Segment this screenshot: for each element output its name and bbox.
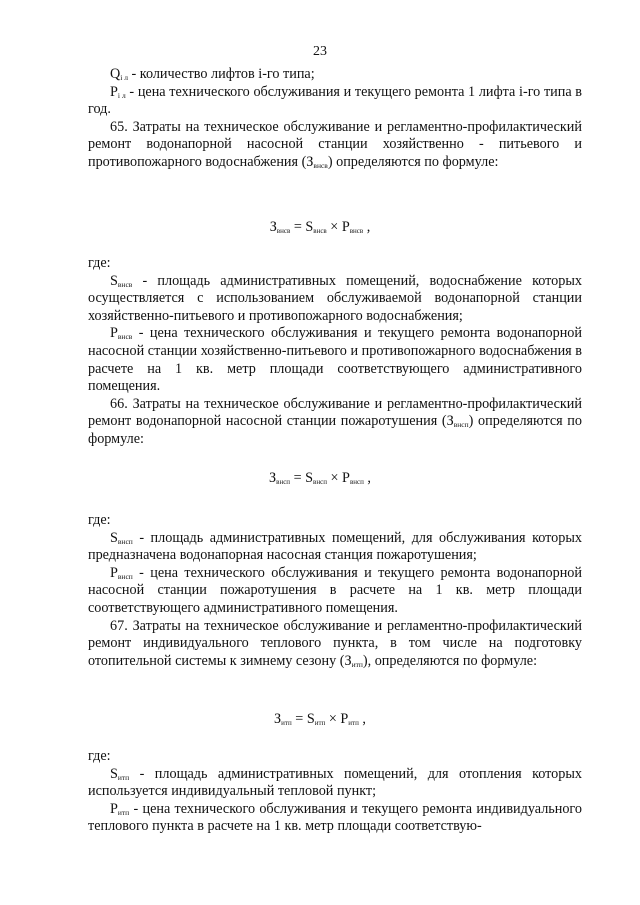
formula-67: $З_{итп} = S_{итп} \times P_{итп}$ , [274, 711, 366, 727]
definition-s-vnsv: $S_{внсв}$ - площадь административных помещений, водоснабжение которых осуществляется с использованием обслуживаемой водонапорной станции хозяйственно-питьевого и противопожарного водоснабжения; [88, 272, 582, 324]
text-block-4 [88, 748, 582, 836]
symbol: $P_{итп}$ [110, 800, 130, 817]
where-label: где: [88, 255, 111, 271]
paragraph-65: 65. Затраты на техническое обслуживание и регламентно-профилактический ремонт водонапорной насосной станции хозяйственно - питьевого и противопожарного водоснабжения $(З_{внсв})$ определяются по формуле: [88, 118, 582, 170]
definition-s-itp: $S_{итп}$ - площадь административных помещений, для отопления которых используется индивидуальный тепловой пункт; [88, 765, 582, 800]
paragraph-66: 66. Затраты на техническое обслуживание и регламентно-профилактический ремонт водонапорной насосной станции пожаротушения $(З_{внсп})$ определяются по формуле: [88, 395, 582, 447]
definition-p-vnsv: $P_{внсв}$ - цена технического обслуживания и текущего ремонта водонапорной насосной станции хозяйственно-питьевого и противопожарного водоснабжения в расчете на 1 кв. метр площади соответствующего административного помещения. [88, 325, 582, 395]
symbol: $S_{итп}$ [110, 765, 130, 782]
symbol: $P_{внсв}$ [110, 325, 133, 342]
symbol: $S_{внсп}$ [110, 529, 133, 546]
definition-s-vnsp: $S_{внсп}$ - площадь административных помещений, для обслуживания которых предназначена водонапорная насосная станция пожаротушения; [88, 529, 582, 564]
text-block-2 [88, 255, 582, 449]
symbol: $S_{внсв}$ [110, 272, 133, 289]
text-block-3 [88, 512, 582, 670]
symbol: $P_{i л}$ [110, 83, 126, 100]
formula-65: $З_{внсв} = S_{внсв} \times P_{внсв}$ , [269, 219, 371, 235]
where-label: где: [88, 512, 111, 528]
symbol: $P_{внсп}$ [110, 564, 133, 581]
paragraph-67: 67. Затраты на техническое обслуживание и регламентно-профилактический ремонт индивидуального теплового пункта, в том числе на подготовку отопительной системы к зимнему сезону $(З_{итп})$, определяются по формуле: [88, 617, 582, 669]
definition-q-lift: $Q_{i л}$ - количество лифтов i-го типа; [110, 66, 315, 82]
where-label: где: [88, 748, 111, 764]
definition-p-lift: $P_{i л}$ - цена технического обслуживания и текущего ремонта 1 лифта i-го типа в год. [88, 83, 582, 118]
symbol: $Q_{i л}$ [110, 66, 128, 82]
formula-66: $З_{внсп} = S_{внсп} \times P_{внсп}$ , [269, 470, 371, 486]
definition-p-vnsp: $P_{внсп}$ - цена технического обслуживания и текущего ремонта водонапорной насосной станции пожаротушения в расчете на 1 кв. метр площади соответствующего административного помещения. [88, 564, 582, 616]
definition-p-itp: $P_{итп}$ - цена технического обслуживания и текущего ремонта индивидуального теплового пункта в расчете на 1 кв. метр площади соответствую- [88, 800, 582, 835]
text-block-1 [88, 66, 582, 172]
page-number: 23 [313, 44, 327, 59]
